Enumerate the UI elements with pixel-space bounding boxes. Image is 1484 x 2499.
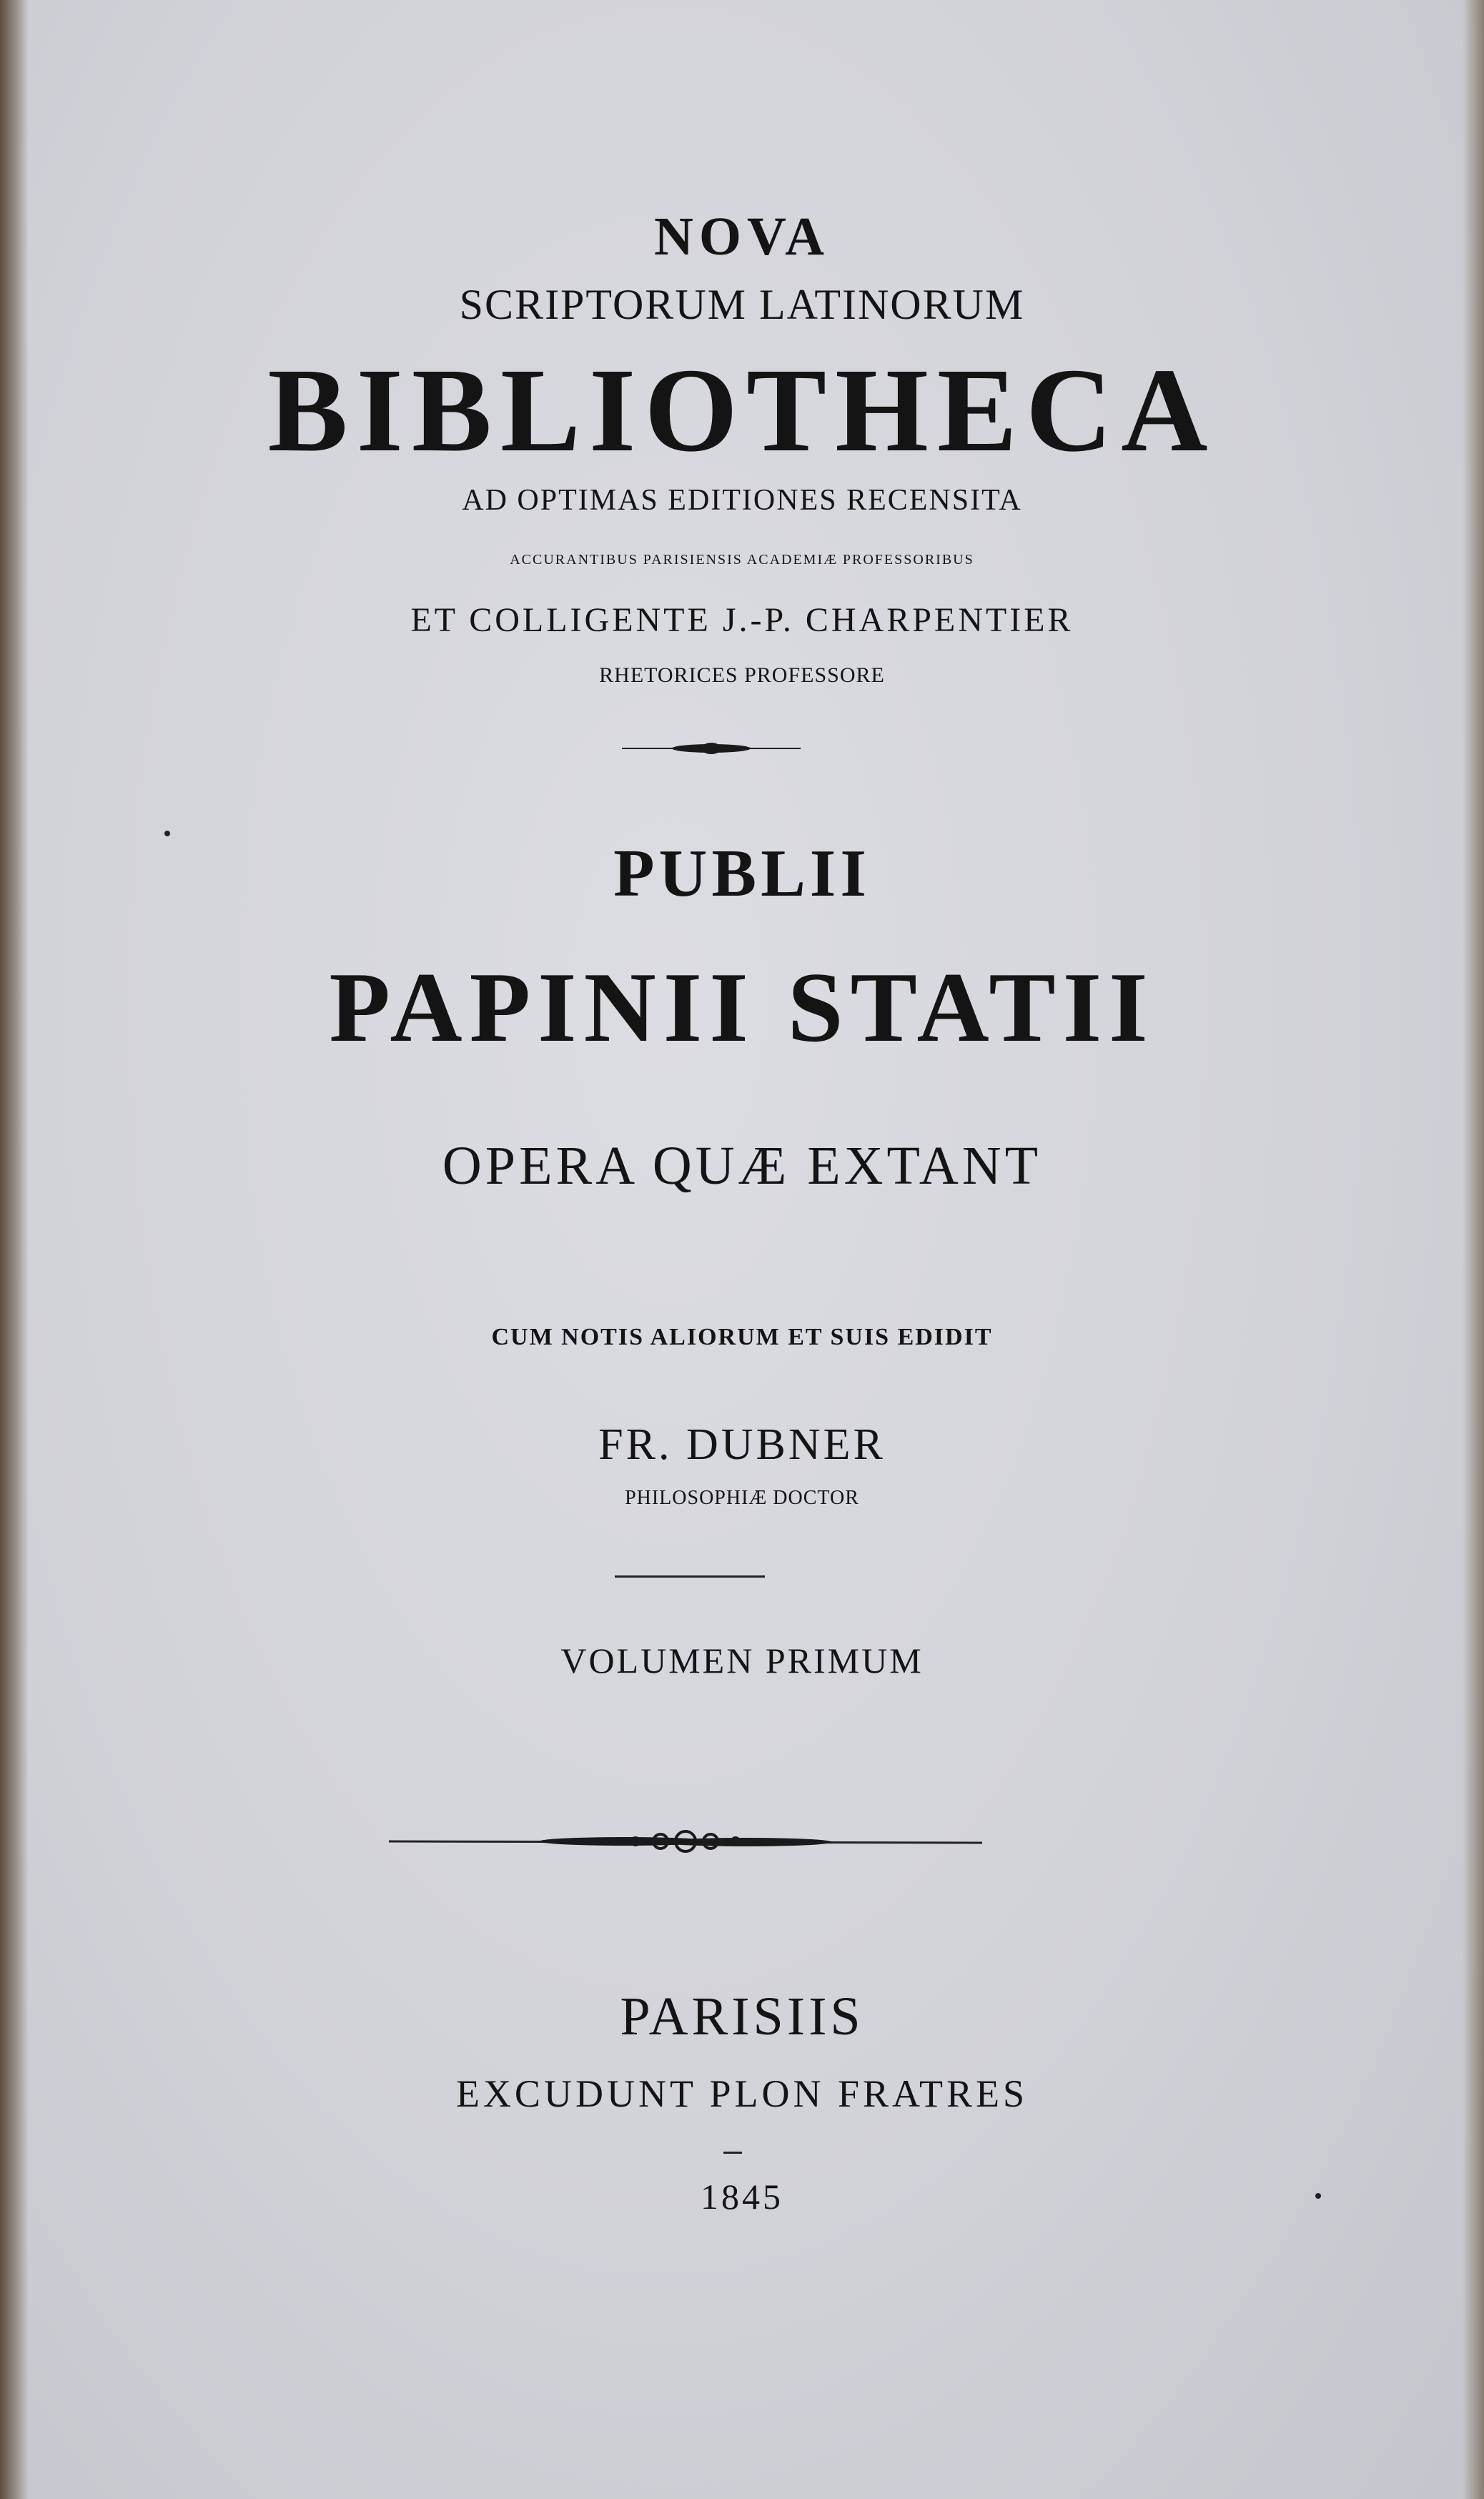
imprint-place: PARISIIS [620, 1986, 864, 2047]
author-praenomen: PUBLII [613, 836, 871, 911]
series-line-rhetorices: RHETORICES PROFESSORE [599, 663, 885, 687]
ink-speck [164, 831, 170, 836]
series-title-bibliotheca: BIBLIOTHECA [267, 344, 1217, 477]
series-line-scriptorum: SCRIPTORUM LATINORUM [459, 281, 1025, 328]
editor-name: FR. DUBNER [598, 1420, 886, 1469]
imprint-year: 1845 [701, 2177, 783, 2217]
ornament-rule-small [622, 741, 801, 756]
imprint-printer: EXCUDUNT PLON FRATRES [455, 2072, 1029, 2115]
edition-note: CUM NOTIS ALIORUM ET SUIS EDIDIT [491, 1324, 993, 1350]
series-line-nova: NOVA [654, 207, 830, 267]
series-line-charpentier: ET COLLIGENTE J.-P. CHARPENTIER [410, 601, 1074, 639]
editor-title: PHILOSOPHIÆ DOCTOR [625, 1487, 859, 1509]
volume-label: VOLUMEN PRIMUM [560, 1641, 924, 1681]
imprint-dash [723, 2152, 742, 2154]
author-name: PAPINII STATII [329, 952, 1155, 1063]
series-line-accurantibus: ACCURANTIBUS PARISIENSIS ACADEMIÆ PROFESSORIBUS [510, 552, 974, 568]
work-title: OPERA QUÆ EXTANT [442, 1136, 1042, 1196]
ink-speck [1315, 2193, 1321, 2199]
divider-rule [615, 1575, 765, 1578]
ornament-rule-large [389, 1827, 982, 1856]
series-line-recensita: AD OPTIMAS EDITIONES RECENSITA [462, 484, 1022, 517]
